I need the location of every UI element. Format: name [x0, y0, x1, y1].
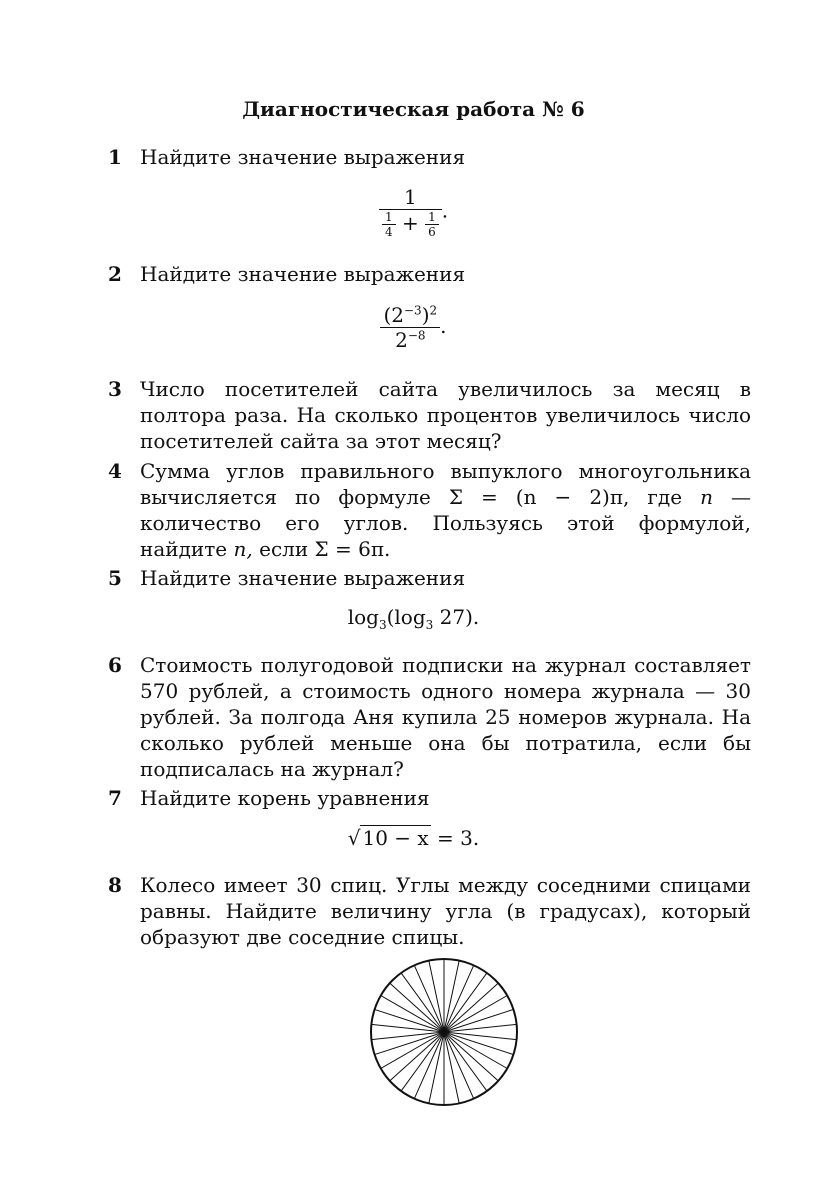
wheel-spoke	[390, 983, 444, 1032]
b-denominator: 6	[425, 224, 439, 239]
wheel-spoke	[414, 965, 444, 1032]
problem-text: Колесо имеет 30 спиц. Углы между соседними спицами равны. Найдите величину угла (в градусах), который образуют две соседние спицы.	[140, 873, 751, 949]
denominator: $2^{-8}$	[380, 327, 440, 352]
problem-number: 4	[108, 459, 122, 483]
problem-number: 5	[108, 566, 122, 590]
problem-2	[108, 261, 751, 287]
plus-sign: +	[401, 211, 419, 235]
wheel-spoke	[444, 983, 498, 1032]
problem-number: 3	[108, 377, 122, 401]
b-numerator: 1	[428, 210, 436, 224]
formula-5: $\log_3(\log_3$ 27).	[347, 605, 480, 632]
period: .	[440, 314, 447, 338]
problem-1	[108, 144, 751, 170]
fraction	[380, 303, 440, 352]
formula-2	[0, 303, 827, 352]
formula-7: √ 10 − x = 3.	[347, 826, 480, 850]
sigma-formula: Σ = (n − 2)π,	[448, 485, 630, 509]
problem-6	[108, 652, 751, 782]
wheel-spoke	[414, 1032, 444, 1099]
period: .	[441, 198, 449, 223]
problem-number: 8	[108, 873, 122, 897]
problem-8	[108, 872, 751, 950]
problem-number: 7	[108, 786, 122, 810]
fraction	[379, 185, 442, 239]
problem-number: 1	[108, 145, 122, 169]
denominator	[379, 209, 442, 239]
problem-text: Найдите значение выражения	[140, 262, 466, 286]
a-numerator: 1	[384, 210, 393, 224]
problem-text: Найдите значение выражения	[140, 566, 466, 590]
a-denominator: 4	[382, 224, 396, 239]
problem-number: 6	[108, 653, 122, 677]
sqrt-sign: √	[347, 826, 361, 850]
page-title: Диагностическая работа № 6	[242, 97, 585, 121]
problem-3	[108, 376, 751, 454]
wheel-figure	[369, 957, 519, 1107]
problem-text: Сумма углов правильного выпуклого многоугольника вычисляется по формуле Σ = (n − 2)π, где n — количество его углов. Пользуясь этой формулой, найдите n, если Σ = 6π.	[140, 459, 752, 561]
problem-text: Найдите значение выражения	[140, 145, 466, 169]
radicand: 10 − x	[362, 826, 429, 850]
numerator: 1	[403, 185, 417, 209]
numerator: $(2^{-3})^2$	[383, 303, 438, 327]
problem-number: 2	[108, 262, 122, 286]
formula-1	[0, 185, 827, 239]
sigma-equation: Σ = 6π.	[314, 537, 391, 561]
wheel-spoke	[390, 1032, 444, 1081]
wheel-spoke	[444, 1032, 474, 1099]
wheel-spoke	[444, 1032, 498, 1081]
problem-text: Число посетителей сайта увеличилось за месяц в полтора раза. На сколько процентов увеличилось число посетителей сайта за этот месяц?	[140, 377, 751, 453]
wheel-spoke	[444, 965, 474, 1032]
problem-text: Найдите корень уравнения	[140, 786, 430, 810]
problem-7	[108, 785, 751, 811]
problem-4	[108, 458, 751, 562]
problem-5	[108, 565, 751, 591]
problem-text: Стоимость полугодовой подписки на журнал составляет 570 рублей, а стоимость одного номера журнала — 30 рублей. За полгода Аня купила 25 номеров журнала. На сколько рублей меньше она бы потратила, если бы подписалась на журнал?	[140, 653, 751, 781]
